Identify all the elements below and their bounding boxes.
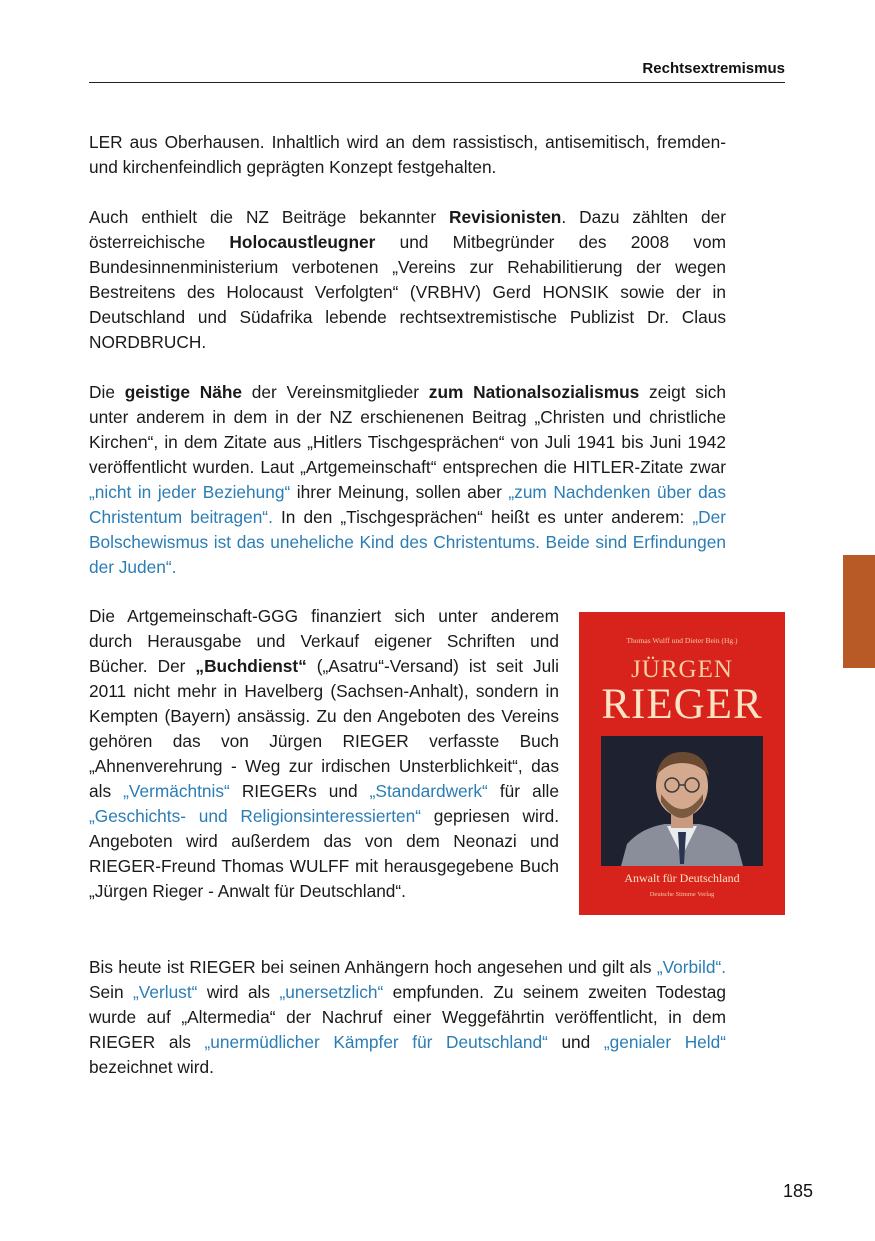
cover-editors: Thomas Wulff und Dieter Bein (Hg.) [626,636,738,645]
cover-subtitle: Anwalt für Deutschland [624,871,740,885]
cover-publisher: Deutsche Stimme Verlag [649,891,715,898]
paragraph-text: In den „Tischgesprächen“ heißt es unter anderem: [272,507,693,527]
bold-term: Holocaustleugner [229,232,376,252]
paragraph-3 [89,380,726,580]
page-number: 185 [783,1181,814,1201]
paragraph-text: Bis heute ist RIEGER bei seinen Anhängern hoch angesehen und gilt als [89,957,657,977]
paragraph-1 [89,130,726,180]
paragraph-text: zeigt sich unter anderem in dem in der NZ erschienenen Beitrag „Christen und christliche Kirchen“, in dem Zitate aus „Hitlers Tischgesprächen“ von Juli 1941 bis Juni 1942 veröffentlicht wurden. Laut „Artgemeinschaft“ entsprechen die HITLER-Zitate zwar [89,382,726,477]
quotation: „Geschichts- und Religionsinteressierten“ [89,806,421,826]
paragraph-text: empfunden. Zu seinem zweiten Todestag wurde auf „Altermedia“ der Nachruf einer Weggefährtin veröffentlicht, in dem RIEGER als [89,982,726,1052]
bold-term: Revisionisten [449,207,562,227]
quotation: „zum Nachdenken über das Christentum beitragen“. [89,482,726,527]
quotation: „unersetzlich“ [279,982,384,1002]
portrait-illustration [601,736,763,866]
paragraph-text: Die Artgemeinschaft-GGG finanziert sich unter anderem durch Herausgabe und Verkauf eigener Schriften und Bücher. Der [89,606,559,676]
paragraph-text: Auch enthielt die NZ Beiträge bekannter [89,207,449,227]
bold-term: zum Nationalsozialismus [428,382,640,402]
book-cover-image [579,612,785,915]
cover-first-name: JÜRGEN [631,656,733,683]
quotation: „nicht in jeder Beziehung“ [89,482,291,502]
chapter-thumb-tab [843,555,875,668]
paragraph-text: und Mitbegründer des 2008 vom Bundesinnenministerium verbotenen „Vereins zur Rehabilitierung der wegen Bestreitens des Holocaust Verfolgten“ (VRBHV) Gerd HONSIK sowie der in Deutschland und Südafrika lebende rechtsextremistische Publizist Dr. Claus NORDBRUCH. [89,232,726,352]
quotation: „Vorbild“. [656,957,726,977]
quotation: „Vermächtnis“ [123,781,230,801]
bold-term: „Buchdienst“ [195,656,307,676]
quotation: „unermüdlicher Kämpfer für Deutschland“ [204,1032,548,1052]
paragraph-text: LER aus Oberhausen. Inhaltlich wird an dem rassistisch, antisemitisch, fremden- und kirchenfeindlich geprägten Konzept festgehalten. [89,132,726,177]
paragraph-text: RIEGERs und [229,781,370,801]
quotation: „Der Bolschewismus ist das uneheliche Kind des Christentums. Beide sind Erfindungen der Juden“. [89,507,726,577]
header-divider [89,82,785,83]
paragraph-text: für alle [487,781,559,801]
paragraph-text: Sein [89,982,134,1002]
paragraph-text: der Vereinsmitglieder [242,382,429,402]
paragraph-text: . Dazu zählten der österreichische [89,207,726,252]
paragraph-5 [89,955,726,1080]
quotation: „Verlust“ [133,982,198,1002]
cover-last-name: RIEGER [601,681,763,728]
paragraph-text: und [547,1032,604,1052]
running-header-title: Rechtsextremismus [642,60,785,77]
paragraph-text: wird als [197,982,280,1002]
paragraph-2 [89,205,726,355]
paragraph-4 [89,604,559,904]
cover-portrait-photo [601,736,763,866]
quotation: „Standardwerk“ [369,781,488,801]
paragraph-text: Die [89,382,125,402]
bold-term: geistige Nähe [124,382,242,402]
paragraph-text: („Asatru“-Versand) ist seit Juli 2011 nicht mehr in Havelberg (Sachsen-Anhalt), sondern in Kempten (Bayern) ansässig. Zu den Angeboten des Vereins gehören das von Jürgen RIEGER verfasste Buch „Ahnenverehrung - Weg zur irdischen Unsterblichkeit“, das als [89,656,559,801]
quotation: „genialer Held“ [603,1032,727,1052]
paragraph-text: ihrer Meinung, sollen aber [290,482,509,502]
paragraph-text: gepriesen wird. Angeboten wird außerdem das von dem Neonazi und RIEGER-Freund Thomas WULFF mit herausgegebene Buch „Jürgen Rieger - Anwalt für Deutschland“. [89,806,559,901]
paragraph-text: bezeichnet wird. [89,1057,214,1077]
